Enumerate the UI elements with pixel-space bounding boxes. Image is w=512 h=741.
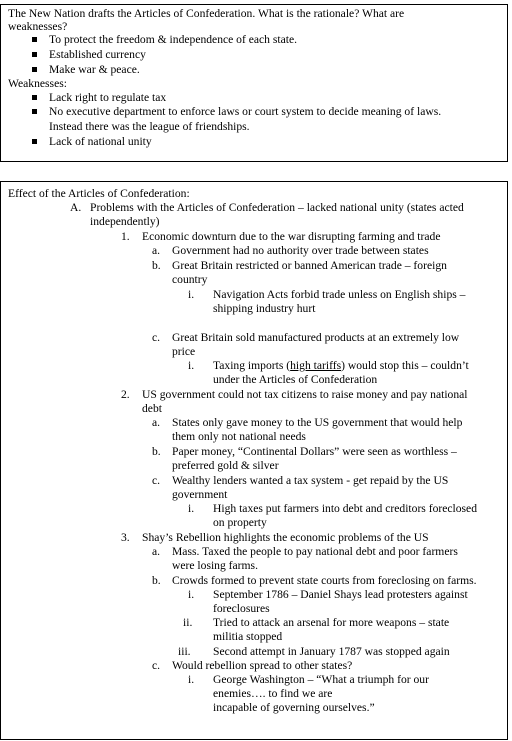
- outline-marker: i.: [188, 588, 195, 601]
- outline-marker: c.: [152, 331, 161, 344]
- bullet-icon: [32, 95, 37, 100]
- outline-marker: c.: [152, 659, 161, 672]
- outline-text: debt: [142, 402, 162, 415]
- outline-marker: c.: [152, 474, 161, 487]
- outline-marker: i.: [188, 288, 195, 301]
- effects-box: [0, 181, 508, 740]
- outline-text: Problems with the Articles of Confederation – lacked national unity (states acted: [90, 201, 464, 214]
- outline-text: Government had no authority over trade between states: [172, 244, 429, 257]
- weakness-item: Lack right to regulate tax: [49, 91, 167, 104]
- outline-text: US government could not tax citizens to raise money and pay national: [142, 388, 468, 401]
- outline-text: Crowds formed to prevent state courts from foreclosing on farms.: [172, 574, 477, 587]
- outline-text: Economic downturn due to the war disrupting farming and trade: [142, 230, 441, 243]
- rationale-box: [0, 4, 508, 162]
- tariff-text-post: ) would stop this – couldn’t: [341, 359, 469, 372]
- outline-marker: 3.: [121, 531, 130, 544]
- bullet-icon: [32, 139, 37, 144]
- weakness-item: Lack of national unity: [49, 135, 152, 148]
- outline-marker: 1.: [121, 230, 130, 243]
- rationale-item: Established currency: [49, 48, 146, 61]
- outline-text: country: [172, 273, 208, 286]
- outline-marker: iii.: [178, 645, 191, 658]
- outline-marker: A.: [70, 201, 82, 214]
- outline-marker: 2.: [121, 388, 130, 401]
- outline-text: Great Britain sold manufactured products at an extremely low: [172, 331, 460, 344]
- outline-text: Tried to attack an arsenal for more weapons – state: [213, 616, 450, 629]
- high-tariffs-underlined: high tariffs: [290, 359, 342, 372]
- outline-text: were losing farms.: [172, 559, 258, 572]
- intro-line-2: weaknesses?: [8, 20, 68, 33]
- bullet-icon: [32, 37, 37, 42]
- outline-text: government: [172, 488, 228, 501]
- outline-text: Mass. Taxed the people to pay national debt and poor farmers: [172, 545, 458, 558]
- outline-text: price: [172, 345, 196, 358]
- outline-text: them only not national needs: [172, 430, 306, 443]
- outline-text: Paper money, “Continental Dollars” were seen as worthless –: [172, 445, 457, 458]
- bullet-icon: [32, 52, 37, 57]
- outline-text: Wealthy lenders wanted a tax system - get repaid by the US: [172, 474, 449, 487]
- outline-text: shipping industry hurt: [213, 302, 316, 315]
- outline-text: Shay’s Rebellion highlights the economic problems of the US: [142, 531, 429, 544]
- outline-text: High taxes put farmers into debt and creditors foreclosed: [213, 502, 477, 515]
- bullet-icon: [32, 67, 37, 72]
- outline-marker: i.: [188, 359, 195, 372]
- outline-text: enemies…. to find we are: [213, 687, 333, 700]
- outline-marker: ii.: [183, 616, 193, 629]
- outline-text: September 1786 – Daniel Shays lead protesters against: [213, 588, 468, 601]
- rationale-item: Make war & peace.: [49, 63, 140, 76]
- outline-text: independently): [90, 215, 160, 228]
- outline-text: militia stopped: [213, 630, 283, 643]
- outline-marker: i.: [188, 673, 195, 686]
- bullet-icon: [32, 109, 37, 114]
- outline-text: Great Britain restricted or banned American trade – foreign: [172, 259, 447, 272]
- outline-marker: b.: [152, 445, 161, 458]
- outline-text: incapable of governing ourselves.”: [213, 701, 375, 714]
- outline-text: foreclosures: [213, 602, 270, 615]
- intro-line-1: The New Nation drafts the Articles of Confederation. What is the rationale? What are: [8, 7, 405, 20]
- outline-marker: a.: [152, 545, 161, 558]
- outline-text: Would rebellion spread to other states?: [172, 659, 353, 672]
- outline-text: under the Articles of Confederation: [213, 373, 378, 386]
- outline-text: George Washington – “What a triumph for our: [213, 673, 429, 686]
- outline-text: on property: [213, 516, 267, 529]
- outline-text: Navigation Acts forbid trade unless on English ships –: [213, 288, 466, 301]
- weakness-item-cont: Instead there was the league of friendships.: [49, 120, 250, 133]
- weakness-item: No executive department to enforce laws or court system to decide meaning of laws.: [49, 105, 442, 118]
- outline-marker: a.: [152, 416, 161, 429]
- tariff-text-pre: Taxing imports (: [213, 359, 291, 372]
- rationale-item: To protect the freedom & independence of each state.: [49, 33, 298, 46]
- outline-text: States only gave money to the US government that would help: [172, 416, 463, 429]
- outline-marker: a.: [152, 244, 161, 257]
- weaknesses-heading: Weaknesses:: [8, 77, 67, 90]
- outline-marker: i.: [188, 502, 195, 515]
- effects-heading: Effect of the Articles of Confederation:: [8, 187, 190, 200]
- outline-text: preferred gold & silver: [172, 459, 279, 472]
- outline-text: Second attempt in January 1787 was stopped again: [213, 645, 450, 658]
- outline-marker: b.: [152, 574, 161, 587]
- outline-text: [213, 359, 469, 372]
- outline-marker: b.: [152, 259, 161, 272]
